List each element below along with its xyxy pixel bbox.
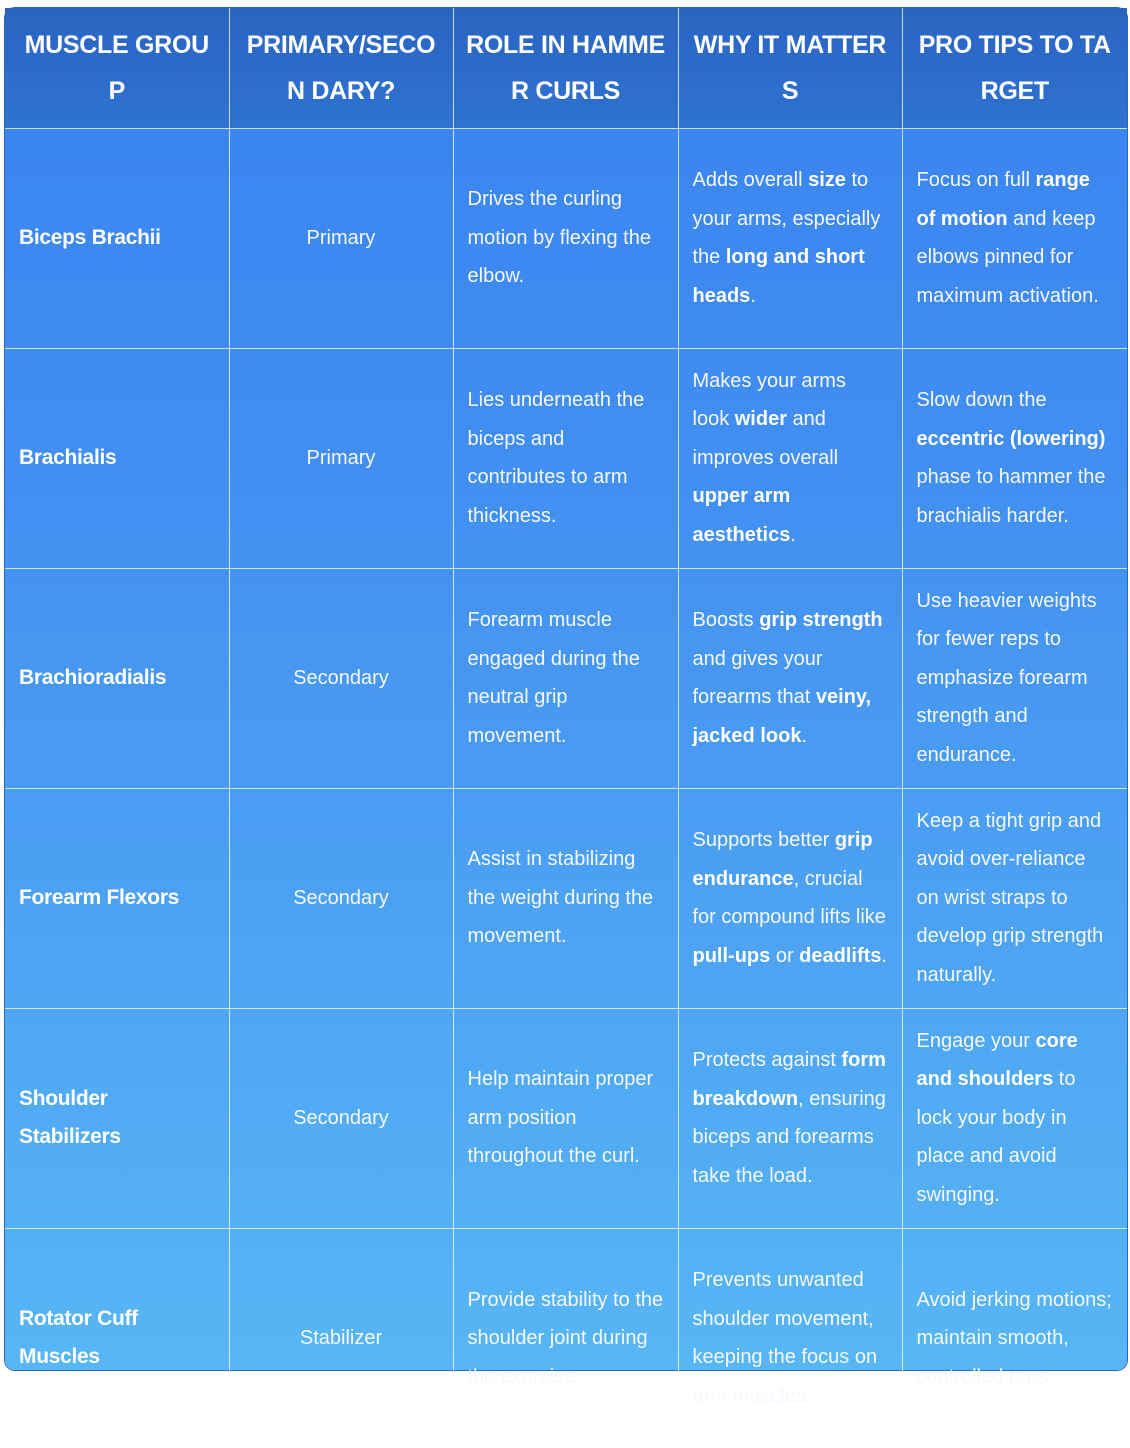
table-body (5, 128, 1127, 1448)
why-it-matters-cell (678, 1228, 902, 1448)
muscle-type-cell: Secondary (229, 1008, 453, 1228)
text-segment: phase to hammer the brachialis harder. (916, 466, 1106, 527)
pro-tips-cell (902, 128, 1127, 348)
header-why-it-matters: WHY IT MATTERS (678, 8, 902, 128)
why-it-matters-cell (678, 348, 902, 568)
bold-text: range of motion (916, 169, 1090, 230)
text-segment: Slow down the (916, 389, 1047, 411)
text-segment: Avoid jerking motions; maintain smooth, controlled reps. (916, 1288, 1112, 1388)
text-segment: Provide stability to the shoulder joint during the exercise. (467, 1288, 664, 1388)
text-segment: Adds overall (692, 169, 809, 191)
text-segment: Assist in stabilizing the weight during the movement. (467, 848, 654, 948)
text-segment: Supports better (692, 829, 835, 851)
bold-text: eccentric (lowering) (916, 427, 1106, 450)
text-segment: Focus on full (916, 169, 1036, 191)
pro-tips-cell (902, 1008, 1127, 1228)
text-segment: Keep a tight grip and avoid over-reliance on wrist straps to develop grip strength naturally. (916, 809, 1104, 986)
text-segment: or (770, 944, 800, 967)
text-segment: Makes your arms look (692, 369, 846, 431)
text-segment: , ensuring biceps and forearms take the load. (692, 1087, 886, 1187)
muscle-name-cell: Shoulder Stabilizers (5, 1008, 229, 1228)
bold-text: form breakdown (692, 1049, 886, 1110)
muscle-type-cell: Primary (229, 348, 453, 568)
header-primary-secondary: PRIMARY/SECON DARY? (229, 8, 453, 128)
pro-tips-cell (902, 348, 1127, 568)
header-role: ROLE IN HAMMER CURLS (453, 8, 678, 128)
text-segment: Lies underneath the biceps and contributes to arm thickness. (467, 389, 645, 527)
text-segment: . (801, 724, 807, 747)
text-segment: to your arms, especially the (692, 169, 881, 268)
why-it-matters-cell (678, 568, 902, 788)
text-segment: . (881, 944, 887, 967)
muscle-name-cell: Forearm Flexors (5, 788, 229, 1008)
text-segment: . (790, 523, 796, 546)
text-segment: . (750, 284, 756, 307)
why-it-matters-cell (678, 1008, 902, 1228)
bold-text: pull-ups (692, 944, 771, 967)
pro-tips-cell (902, 788, 1127, 1008)
text-segment: and keep elbows pinned for maximum activation. (916, 207, 1099, 307)
muscle-name-cell: Biceps Brachii (5, 128, 229, 348)
text-segment: Engage your (916, 1029, 1036, 1052)
role-cell (453, 568, 678, 788)
text-segment: and improves overall (692, 408, 839, 469)
role-cell (453, 1228, 678, 1448)
text-segment: , crucial for compound lifts like (692, 867, 886, 928)
header-pro-tips: PRO TIPS TO TARGET (902, 8, 1127, 128)
muscle-type-cell: Stabilizer (229, 1228, 453, 1448)
pro-tips-cell (902, 1228, 1127, 1448)
bold-text: grip strength (759, 609, 883, 631)
table-row (5, 348, 1127, 568)
bold-text: grip endurance (692, 829, 873, 890)
text-segment: Forearm muscle engaged during the neutral grip movement. (467, 609, 640, 747)
table-row (5, 788, 1127, 1008)
text-segment: Use heavier weights for fewer reps to emphasize forearm strength and endurance. (916, 589, 1097, 766)
text-segment: and gives your forearms that (692, 647, 823, 708)
muscle-type-cell: Primary (229, 128, 453, 348)
table-row (5, 568, 1127, 788)
role-cell (453, 1008, 678, 1228)
bold-text: deadlifts (799, 944, 882, 967)
muscle-name-cell: Brachioradialis (5, 568, 229, 788)
bold-text: upper arm aesthetics (692, 485, 791, 546)
header-muscle-group: MUSCLE GROUP (5, 8, 229, 128)
text-segment: Boosts (692, 609, 760, 631)
text-segment: Prevents unwanted shoulder movement, keeping the focus on arm muscles. (692, 1269, 878, 1407)
role-cell (453, 788, 678, 1008)
text-segment: Protects against (692, 1049, 842, 1071)
muscle-table (5, 8, 1127, 1448)
bold-text: wider (734, 408, 787, 431)
why-it-matters-cell (678, 128, 902, 348)
text-segment: Help maintain proper arm position throughout the curl. (467, 1068, 654, 1168)
muscle-type-cell: Secondary (229, 788, 453, 1008)
role-cell (453, 348, 678, 568)
muscle-name-cell: Brachialis (5, 348, 229, 568)
table-row (5, 1008, 1127, 1228)
header-row (5, 8, 1127, 128)
bold-text: long and short heads (692, 246, 865, 307)
pro-tips-cell (902, 568, 1127, 788)
bold-text: veiny, jacked look (692, 686, 872, 747)
table-row (5, 1228, 1127, 1448)
bold-text: core and shoulders (916, 1029, 1078, 1091)
muscle-table-container (5, 8, 1127, 1407)
muscle-type-cell: Secondary (229, 568, 453, 788)
table-header (5, 8, 1127, 128)
muscle-name-cell: Rotator Cuff Muscles (5, 1228, 229, 1448)
bold-text: size (808, 169, 846, 191)
role-cell (453, 128, 678, 348)
text-segment: to lock your body in place and avoid swinging. (916, 1068, 1076, 1206)
table-row (5, 128, 1127, 348)
text-segment: Drives the curling motion by flexing the elbow. (467, 188, 651, 288)
why-it-matters-cell (678, 788, 902, 1008)
